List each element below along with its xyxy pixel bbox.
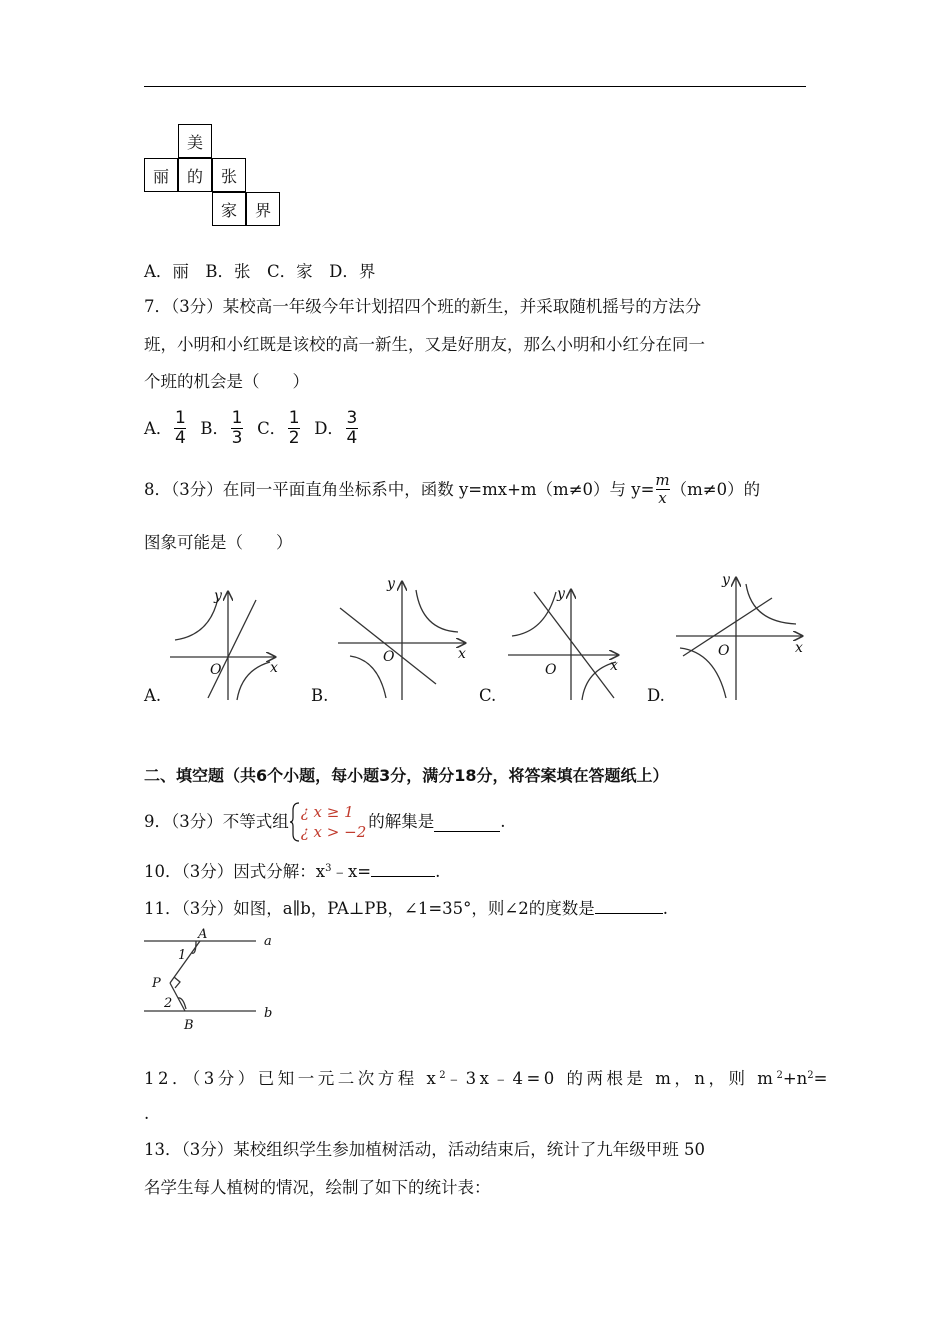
graph-c-y-label: y [557, 586, 565, 602]
section-2-heading: 二、填空题（共6个小题，每小题3分，满分18分，将答案填在答题纸上） [144, 766, 669, 785]
graph-c [508, 590, 618, 700]
q11-label-a-point: A [198, 927, 208, 942]
net-cell-left: 丽 [144, 158, 178, 192]
header-rule [144, 86, 806, 87]
graph-d-origin: O [718, 643, 730, 659]
q7-option-b: B． $\frac{1}{3}$ [200, 408, 243, 448]
q7-line1: 7．（3分）某校高一年级今年计划招四个班的新生，并采取随机摇号的方法分 [144, 297, 702, 316]
net-cell-top: 美 [178, 124, 212, 158]
graph-a-label: A. [144, 686, 162, 705]
brace-icon [289, 801, 301, 843]
q7-line2: 班，小明和小红既是该校的高一新生，又是好朋友，那么小明和小红分在同一 [144, 335, 705, 354]
fraction: $\frac{1}{3}$ [231, 408, 243, 448]
inequality-system: ¿ x ≥ 1 ¿ x > −2 [300, 803, 367, 841]
q12-line: 12．（3分）已知一元二次方程 x $^2$﹣3x﹣4=0 的两根是 m，n，则 $m^2+n^2=$ [144, 1069, 828, 1088]
q7-option-d: D． $\frac{3}{4}$ [314, 408, 358, 448]
q13-line2: 名学生每人植树的情况，绘制了如下的统计表： [144, 1178, 491, 1197]
graph-d-label: D. [647, 686, 665, 705]
graph-a-y-label: y [214, 588, 222, 604]
q13-line1: 13．（3分）某校组织学生参加植树活动，活动结束后，统计了九年级甲班 50 [144, 1140, 705, 1159]
graph-a [170, 592, 275, 700]
graph-d-x-label: x [795, 640, 803, 656]
graph-c-x-label: x [610, 658, 618, 674]
q12-dot: . [144, 1104, 150, 1123]
q7-option-a: A． $\frac{1}{4}$ [144, 408, 186, 448]
q7-option-c: C． $\frac{1}{2}$ [257, 408, 300, 448]
graph-b-origin: O [383, 649, 395, 665]
q10-answer-blank [371, 860, 435, 877]
q8-line2: 图象可能是（ ） [144, 533, 293, 552]
fraction: $\frac{3}{4}$ [346, 408, 358, 448]
q9-line: 9．（3分）不等式组 ¿ x ≥ 1 ¿ x > −2 的解集是 . [144, 803, 506, 841]
graph-b-x-label: x [458, 646, 466, 662]
q11-label-line-b: b [264, 1006, 273, 1021]
q9-answer-blank [434, 813, 500, 832]
q6-options: A．丽 B．张 C．家 D．界 [144, 262, 376, 281]
q11-label-angle1: 1 [178, 948, 187, 963]
fraction-m-over-x: m x [655, 471, 670, 507]
fraction: $\frac{1}{4}$ [175, 408, 186, 448]
graph-c-origin: O [545, 662, 557, 678]
q11-answer-blank [595, 897, 663, 914]
graph-d [676, 578, 802, 700]
net-cell-right: 张 [212, 158, 246, 192]
q11-figure [140, 925, 290, 1035]
graph-b-label: B. [311, 686, 329, 705]
graph-b [338, 582, 465, 700]
graph-a-origin: O [210, 662, 222, 678]
q7-options [144, 409, 360, 448]
q7-line3: 个班的机会是（ ） [144, 372, 309, 391]
graph-c-label: C. [479, 686, 497, 705]
q11-label-angle2: 2 [164, 996, 173, 1011]
net-cell-center: 的 [178, 158, 212, 192]
q11-label-line-a: a [264, 934, 272, 949]
q11-label-b-point: B [184, 1018, 194, 1033]
fraction: $\frac{1}{2}$ [288, 408, 300, 448]
q11-line: 11．（3分）如图，a∥b，PA⊥PB，∠1=35°，则∠2的度数是 . [144, 899, 668, 918]
graph-d-y-label: y [722, 572, 730, 588]
graph-a-x-label: x [270, 660, 278, 676]
q11-label-p: P [152, 976, 161, 991]
q8-line1: 8．（3分）在同一平面直角坐标系中，函数 y=mx+m（m≠0）与 y= m x （m≠0）的 [144, 471, 761, 507]
net-cell-bottom2: 界 [246, 192, 280, 226]
net-cell-bottom1: 家 [212, 192, 246, 226]
q10-line: 10．（3分）因式分解：$x^3﹣x=$ . [144, 862, 441, 881]
graph-b-y-label: y [387, 576, 395, 592]
